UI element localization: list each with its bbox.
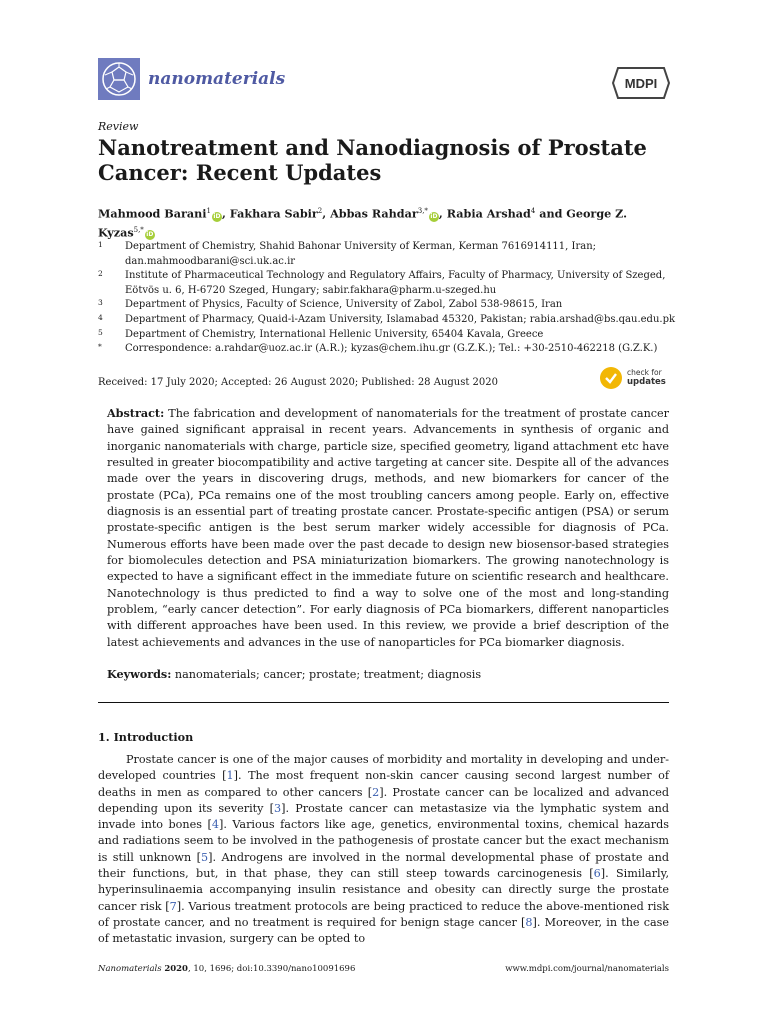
keywords (107, 667, 669, 681)
orcid-icon[interactable]: iD (213, 212, 221, 220)
author-name: Abbas Rahdar (330, 206, 418, 221)
article-type: Review (98, 120, 139, 133)
affiliation-list (98, 240, 678, 357)
affiliation-item (98, 313, 678, 328)
paper-title: Nanotreatment and Nanodiagnosis of Prostate Cancer: Recent Updates (98, 135, 647, 185)
author-affiliation-mark: 3,* (417, 207, 428, 215)
check-updates-line2: updates (627, 377, 666, 387)
footer-url[interactable]: www.mdpi.com/journal/nanomaterials (505, 964, 669, 974)
footer-year: 2020 (164, 964, 188, 974)
author-name: Fakhara Sabir (229, 206, 318, 221)
author-separator: , (322, 206, 331, 221)
author-affiliation-mark: 5,* (133, 225, 144, 234)
journal-logo-icon (98, 58, 140, 100)
journal-name: nanomaterials (148, 69, 286, 89)
affiliation-item (98, 298, 678, 313)
affiliation-item (98, 342, 678, 357)
body-text: ]. Various treatment protocols are being practiced to reduce the above-mentioned risk of prostate cancer, and no treatment is required for benign stage cancer [ (98, 899, 669, 929)
author-list (98, 203, 668, 240)
check-updates-icon (600, 367, 622, 389)
affiliation-number: 5 (98, 327, 103, 337)
publication-dates: Received: 17 July 2020; Accepted: 26 August 2020; Published: 28 August 2020 (98, 377, 499, 388)
body-text: ]. Moreover, in the case of metastatic invasion, surgery can be opted to (98, 915, 669, 946)
body-text: ]. The most frequent non-skin cancer causing second largest number of deaths in men as compared to other cancers [ (98, 769, 669, 799)
body-text: ]. Similarly, hyperinsulinaemia accompanying insulin resistance and obesity can directly surge the prostate cancer risk [ (98, 867, 670, 913)
section-heading: 1. Introduction (98, 730, 194, 744)
body-text: ]. Androgens are involved in the normal developmental phase of prostate and their functions, but, in that phase, they can still steep towards carcinogenesis [ (98, 850, 669, 881)
affiliation-text: Department of Chemistry, Shahid Bahonar University of Kerman, Kerman 7616914111, Iran; dan.mahmoodbarani@sci.uk.ac.ir (125, 241, 597, 267)
check-for-updates-button[interactable] (600, 367, 672, 391)
citation-link[interactable]: 8 (525, 915, 533, 929)
abstract-text: The fabrication and development of nanomaterials for the treatment of prostate cancer have gained significant appraisal in recent years. Advancements in synthesis of organic and inorganic nanomaterials with charge, particle size, specified geometry, ligand attachment etc have resulted in greater biocompatibility and active targeting at cancer site. Despite all of the advances made over the years in discovering drugs, methods, and new biomarkers for cancer of the prostate (PCa), PCa remains one of the most troubling cancers among people. Early on, effective diagnosis is an essential part of treating prostate cancer. Prostate-specific antigen (PSA) or serum prostate-specific antigen is the best serum marker widely accessible for diagnosis of PCa. Numerous efforts have been made over the past decade to design new biosensor-based strategies for biomolecules detection and PSA miniaturization biomarkers. The growing nanotechnology is expected to have a significant effect in the immediate future on scientific research and healthcare. Nanotechnology is thus predicted to find a way to solve one of the most and long-standing problem, “early cancer detection”. For early diagnosis of PCa biomarkers, different nanoparticles with different approaches have been used. In this review, we provide a brief description of the latest achievements and advances in the use of nanoparticles for PCa biomarker diagnosis. (107, 407, 670, 649)
author-affiliation-mark: 4 (530, 207, 536, 215)
affiliation-text: Department of Pharmacy, Quaid-i-Azam University, Islamabad 45320, Pakistan; rabia.arshad@bs.qau.edu.pk (125, 313, 676, 325)
footer-citation (98, 964, 355, 974)
affiliation-item (98, 240, 678, 269)
footer-journal: Nanomaterials (98, 964, 162, 974)
keywords-text: nanomaterials; cancer; prostate; treatment; diagnosis (174, 668, 482, 681)
citation-link[interactable]: 3 (274, 801, 282, 815)
affiliation-item (98, 328, 678, 343)
body-text: ]. Prostate cancer can metastasize via the lymphatic system and invade into bones [ (98, 801, 669, 832)
mdpi-logo-text: MDPI (624, 76, 658, 91)
affiliation-number: 4 (98, 312, 103, 322)
author-affiliation-mark: 2 (317, 207, 323, 215)
citation-link[interactable]: 2 (372, 785, 380, 799)
affiliation-number: 2 (98, 269, 103, 279)
body-text: Prostate cancer is one of the major causes of morbidity and mortality in developing and under-developed countries [ (98, 753, 669, 783)
orcid-icon[interactable]: iD (430, 212, 438, 220)
mdpi-logo (612, 66, 670, 100)
body-text: ]. Prostate cancer can be localized and advanced depending upon its severity [ (98, 785, 669, 815)
affiliation-text: Department of Chemistry, International Hellenic University, 65404 Kavala, Greece (125, 328, 544, 340)
footer-details: , 10, 1696; doi:10.3390/nano10091696 (187, 964, 356, 974)
citation-link[interactable]: 7 (169, 899, 177, 913)
author-separator: , (221, 206, 230, 221)
citation-link[interactable]: 1 (226, 769, 234, 783)
check-updates-line1: check for (627, 368, 662, 377)
affiliation-number: * (98, 342, 102, 352)
affiliation-text: Correspondence: a.rahdar@uoz.ac.ir (A.R.); kyzas@chem.ihu.gr (G.Z.K.); Tel.: +30-2510-462218 (G.Z.K.) (125, 343, 658, 355)
citation-link[interactable]: 4 (211, 818, 219, 832)
affiliation-text: Department of Physics, Faculty of Science, University of Zabol, Zabol 538-98615, Iran (125, 299, 563, 311)
introduction-paragraph (98, 752, 669, 948)
author-affiliation-mark: 1 (206, 207, 211, 215)
author-name: Rabia Arshad (446, 206, 531, 221)
citation-link[interactable]: 5 (201, 850, 209, 864)
abstract-label: Abstract: (107, 406, 165, 420)
body-text: ]. Various factors like age, genetics, environmental toxins, chemical hazards and radiations seem to be involved in the pathogenesis of prostate cancer but the exact mechanism is still unknown [ (98, 818, 669, 864)
citation-link[interactable]: 6 (593, 867, 601, 881)
author-separator: , (438, 206, 447, 221)
check-updates-label (627, 368, 666, 387)
author-name: Mahmood Barani (98, 206, 207, 221)
author-name: George Z. Kyzas (98, 206, 628, 240)
affiliation-item (98, 269, 678, 298)
abstract (107, 405, 669, 651)
author-separator: and (535, 206, 567, 221)
keywords-label: Keywords: (107, 667, 172, 681)
orcid-icon[interactable]: iD (146, 231, 154, 239)
affiliation-text: Institute of Pharmaceutical Technology and Regulatory Affairs, Faculty of Pharmacy, University of Szeged, Eötvös u. 6, H-6720 Szeged, Hungary; sabir.fakhara@pharm.u-szeged.hu (125, 270, 666, 296)
section-divider (98, 702, 669, 703)
affiliation-number: 1 (98, 240, 103, 249)
affiliation-number: 3 (98, 298, 103, 308)
